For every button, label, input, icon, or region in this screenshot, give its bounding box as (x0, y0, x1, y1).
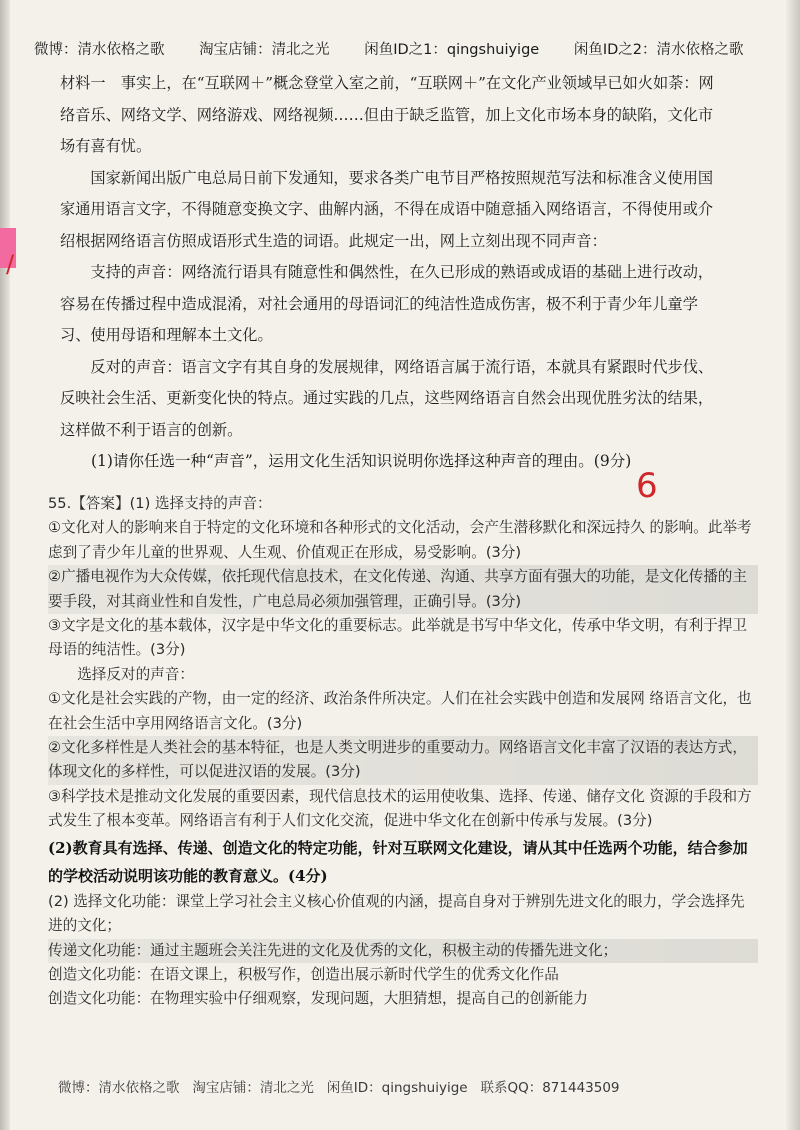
support-voice: 支持的声音：网络流行语具有随意性和偶然性，在久已形成的熟语或成语的基础上进行改动，容易在传播过程中造成混淆，对社会通用的母语词汇的纯洁性造成伤害，极不利于青少年儿童学习、使用母语和理解本土文化。 (60, 263, 714, 344)
check-mark: / (6, 250, 15, 278)
material-p2: 国家新闻出版广电总局日前下发通知，要求各类广电节目严格按照规范写法和标准含义使用国家通用语言文字，不得随意变换文字、曲解内涵，不得在成语中随意插入网络语言，不得使用或介绍根据网络语言仿照成语形式生造的词语。此规定一出，网上立刻出现不同声音： (60, 168, 714, 250)
header-watermark (34, 38, 774, 59)
answer-block (48, 492, 758, 1012)
header-taobao: 淘宝店铺：清北之光 (199, 42, 330, 58)
header-xianyu2: 闲鱼ID之2：清水依格之歌 (573, 42, 744, 58)
header-xianyu1: 闲鱼ID之1：qingshuiyige (364, 42, 540, 58)
oppose-voice: 反对的声音：语言文字有其自身的发展规律，网络语言属于流行语，本就具有紧跟时代步伐、反映社会生活、更新变化快的特点。通过实践的几点，这些网络语言自然会出现优胜劣汰的结果，这样做不利于语言的创新。 (60, 357, 714, 439)
footer-xianyu: 闲鱼ID：qingshuiyige (326, 1080, 468, 1096)
material-block (60, 68, 720, 478)
footer-contact: 联系QQ：871443509 (480, 1080, 620, 1096)
score-mark: 6 (636, 466, 658, 506)
answer-2-create-2: 创造文化功能：在物理实验中仔细观察，发现问题，大胆猜想，提高自己的创新能力 (48, 990, 588, 1008)
answer-oppose-head: 选择反对的声音： (77, 665, 194, 683)
answer-2-transmit: 传递文化功能：通过主题班会关注先进的文化及优秀的文化，积极主动的传播先进文化； (48, 939, 758, 963)
answer-oppose-1: ①文化是社会实践的产物，由一定的经济、政治条件所决定。人们在社会实践中创造和发展网 络语言文化，也在社会生活中享用网络语言文化。(3分) (48, 690, 752, 732)
answer-oppose-2: ②文化多样性是人类社会的基本特征，也是人类文明进步的重要动力。网络语言文化丰富了汉语的表达方式，体现文化的多样性，可以促进汉语的发展。(3分) (48, 736, 758, 785)
page-edge-left (0, 0, 10, 1130)
footer-taobao: 淘宝店铺：清北之光 (192, 1080, 314, 1096)
question-1: (1)请你任选一种“声音”，运用文化生活知识说明你选择这种声音的理由。(9分) (91, 452, 632, 470)
footer-weibo: 微博：清水依格之歌 (58, 1080, 180, 1096)
answer-support-3: ③文字是文化的基本载体，汉字是中华文化的重要标志。此举就是书写中华文化，传承中华文明，有利于捍卫母语的纯洁性。(3分) (48, 617, 747, 659)
answer-support-1: ①文化对人的影响来自于特定的文化环境和各种形式的文化活动，会产生潜移默化和深远持久 的影响。此举考虑到了青少年儿童的世界观、人生观、价值观正在形成，易受影响。(3分) (48, 519, 752, 561)
question-2: (2)教育具有选择、传递、创造文化的特定功能，针对互联网文化建设，请从其中任选两个功能，结合参加的学校活动说明该功能的教育意义。(4分) (48, 838, 748, 885)
answer-support-2: ②广播电视作为大众传媒，依托现代信息技术，在文化传递、沟通、共享方面有强大的功能，是文化传播的主要手段，对其商业性和自发性，广电总局必须加强管理，正确引导。(3分) (48, 565, 758, 614)
material-p1: 材料一 事实上，在“互联网＋”概念登堂入室之前，“互联网＋”在文化产业领域早已如火如荼：网络音乐、网络文学、网络游戏、网络视频……但由于缺乏监管，加上文化市场本身的缺陷，文化市场有喜有忧。 (60, 74, 714, 155)
header-weibo: 微博：清水依格之歌 (34, 42, 165, 58)
footer-watermark (58, 1076, 778, 1096)
answer-oppose-3: ③科学技术是推动文化发展的重要因素，现代信息技术的运用使收集、选择、传递、储存文化 资源的手段和方式发生了根本变革。网络语言有利于人们文化交流，促进中华文化在创新中传承与发展。(3分) (48, 787, 752, 830)
answer-2-create: 创造文化功能：在语文课上，积极写作，创造出展示新时代学生的优秀文化作品 (48, 965, 559, 983)
answer-2-select: (2) 选择文化功能：课堂上学习社会主义核心价值观的内涵，提高自身对于辨别先进文化的眼力，学会选择先进的文化； (48, 892, 745, 935)
answer-head: 55.【答案】(1) 选择支持的声音： (48, 495, 272, 512)
page-edge-right (786, 0, 800, 1130)
